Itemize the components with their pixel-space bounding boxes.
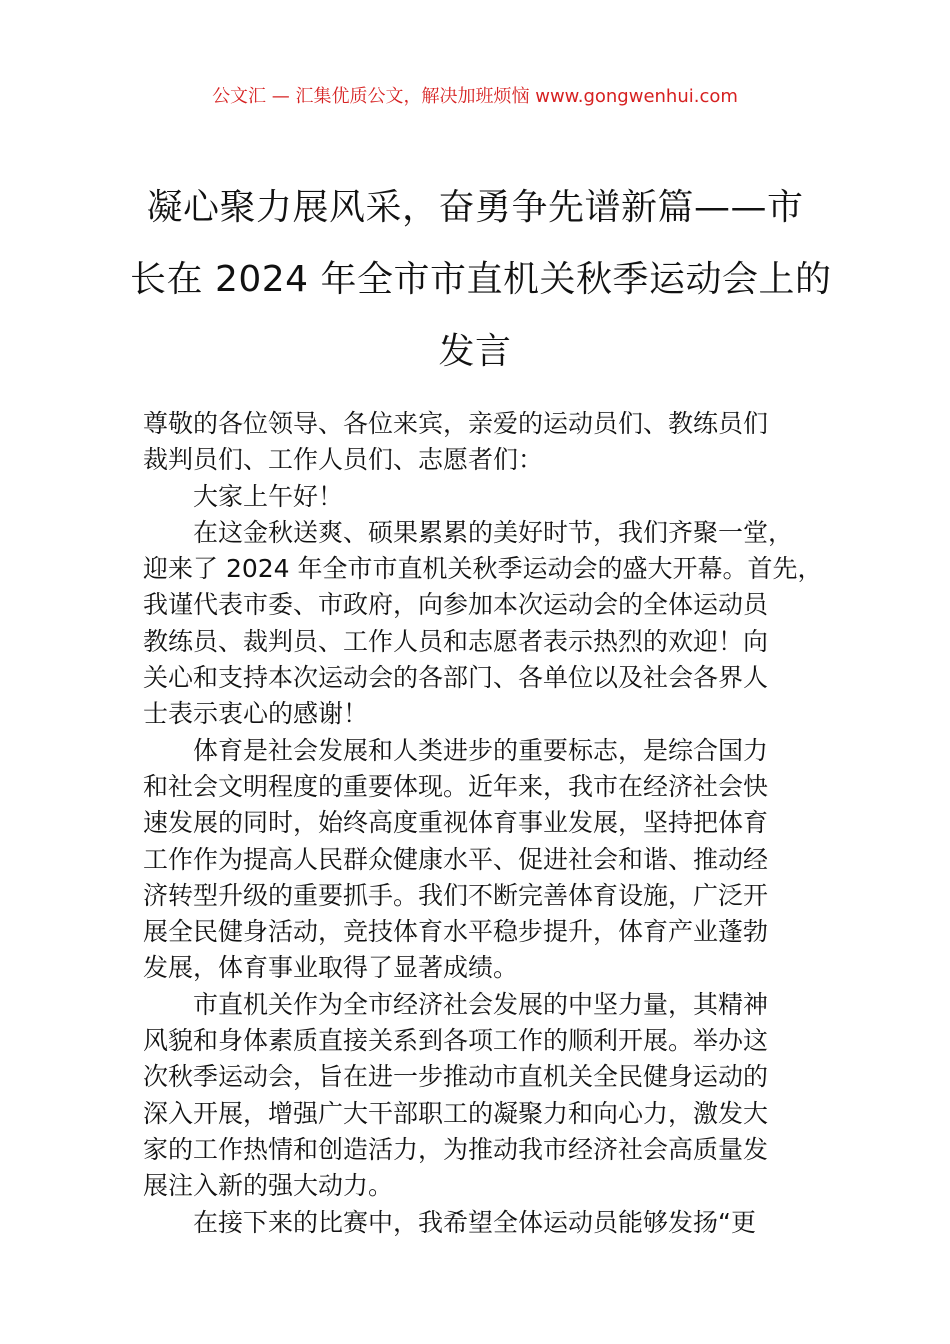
- paragraph-closing: [143, 1205, 823, 1241]
- text-line: 迎来了 2024 年全市市直机关秋季运动会的盛大开幕。首先，: [143, 554, 823, 584]
- text-line: 大家上午好！: [193, 481, 344, 511]
- title-line: 长在 2024 年全市市直机关秋季运动会上的: [130, 259, 832, 300]
- title-line: 发言: [438, 331, 512, 372]
- text-line: 在这金秋送爽、硕果累累的美好时节，我们齐聚一堂，: [193, 517, 794, 547]
- text-line: 我谨代表市委、市政府，向参加本次运动会的全体运动员: [143, 590, 769, 620]
- text-line: 教练员、裁判员、工作人员和志愿者表示热烈的欢迎！向: [143, 626, 769, 656]
- greeting: [143, 479, 823, 515]
- site-banner: 公文汇 — 汇集优质公文，解决加班烦恼 www.gongwenhui.com: [212, 86, 738, 107]
- salutation: [143, 406, 823, 479]
- text-line: 发展，体育事业取得了显著成绩。: [143, 953, 519, 983]
- paragraph-opening: [143, 515, 823, 733]
- text-line: 尊敬的各位领导、各位来宾，亲爱的运动员们、教练员们: [143, 409, 769, 438]
- text-line: 次秋季运动会，旨在进一步推动市直机关全民健身运动的: [143, 1062, 769, 1092]
- paragraph-purpose: [143, 987, 823, 1205]
- text-line: 市直机关作为全市经济社会发展的中坚力量，其精神: [193, 989, 769, 1019]
- text-line: 家的工作热情和创造活力，为推动我市经济社会高质量发: [143, 1134, 769, 1164]
- text-line: 风貌和身体素质直接关系到各项工作的顺利开展。举办这: [143, 1026, 769, 1056]
- text-line: 士表示衷心的感谢！: [143, 699, 369, 729]
- title-line: 凝心聚力展风采，奋勇争先谱新篇——市: [146, 187, 804, 228]
- text-line: 体育是社会发展和人类进步的重要标志，是综合国力: [193, 735, 769, 765]
- text-line: 展全民健身活动，竞技体育水平稳步提升，体育产业蓬勃: [143, 917, 769, 947]
- document-body: [143, 406, 823, 1241]
- text-line: 关心和支持本次运动会的各部门、各单位以及社会各界人: [143, 663, 769, 693]
- text-line: 速发展的同时，始终高度重视体育事业发展，坚持把体育: [143, 808, 769, 838]
- text-line: 工作作为提高人民群众健康水平、促进社会和谐、推动经: [143, 844, 769, 874]
- document-title: [130, 172, 832, 388]
- text-line: 在接下来的比赛中，我希望全体运动员能够发扬“更: [193, 1207, 756, 1237]
- text-line: 展注入新的强大动力。: [143, 1171, 394, 1201]
- text-line: 和社会文明程度的重要体现。近年来，我市在经济社会快: [143, 771, 769, 801]
- text-line: 深入开展，增强广大干部职工的凝聚力和向心力，激发大: [143, 1098, 769, 1128]
- text-line: 济转型升级的重要抓手。我们不断完善体育设施，广泛开: [143, 880, 769, 910]
- text-line: 裁判员们、工作人员们、志愿者们：: [143, 445, 544, 475]
- paragraph-sports-development: [143, 733, 823, 987]
